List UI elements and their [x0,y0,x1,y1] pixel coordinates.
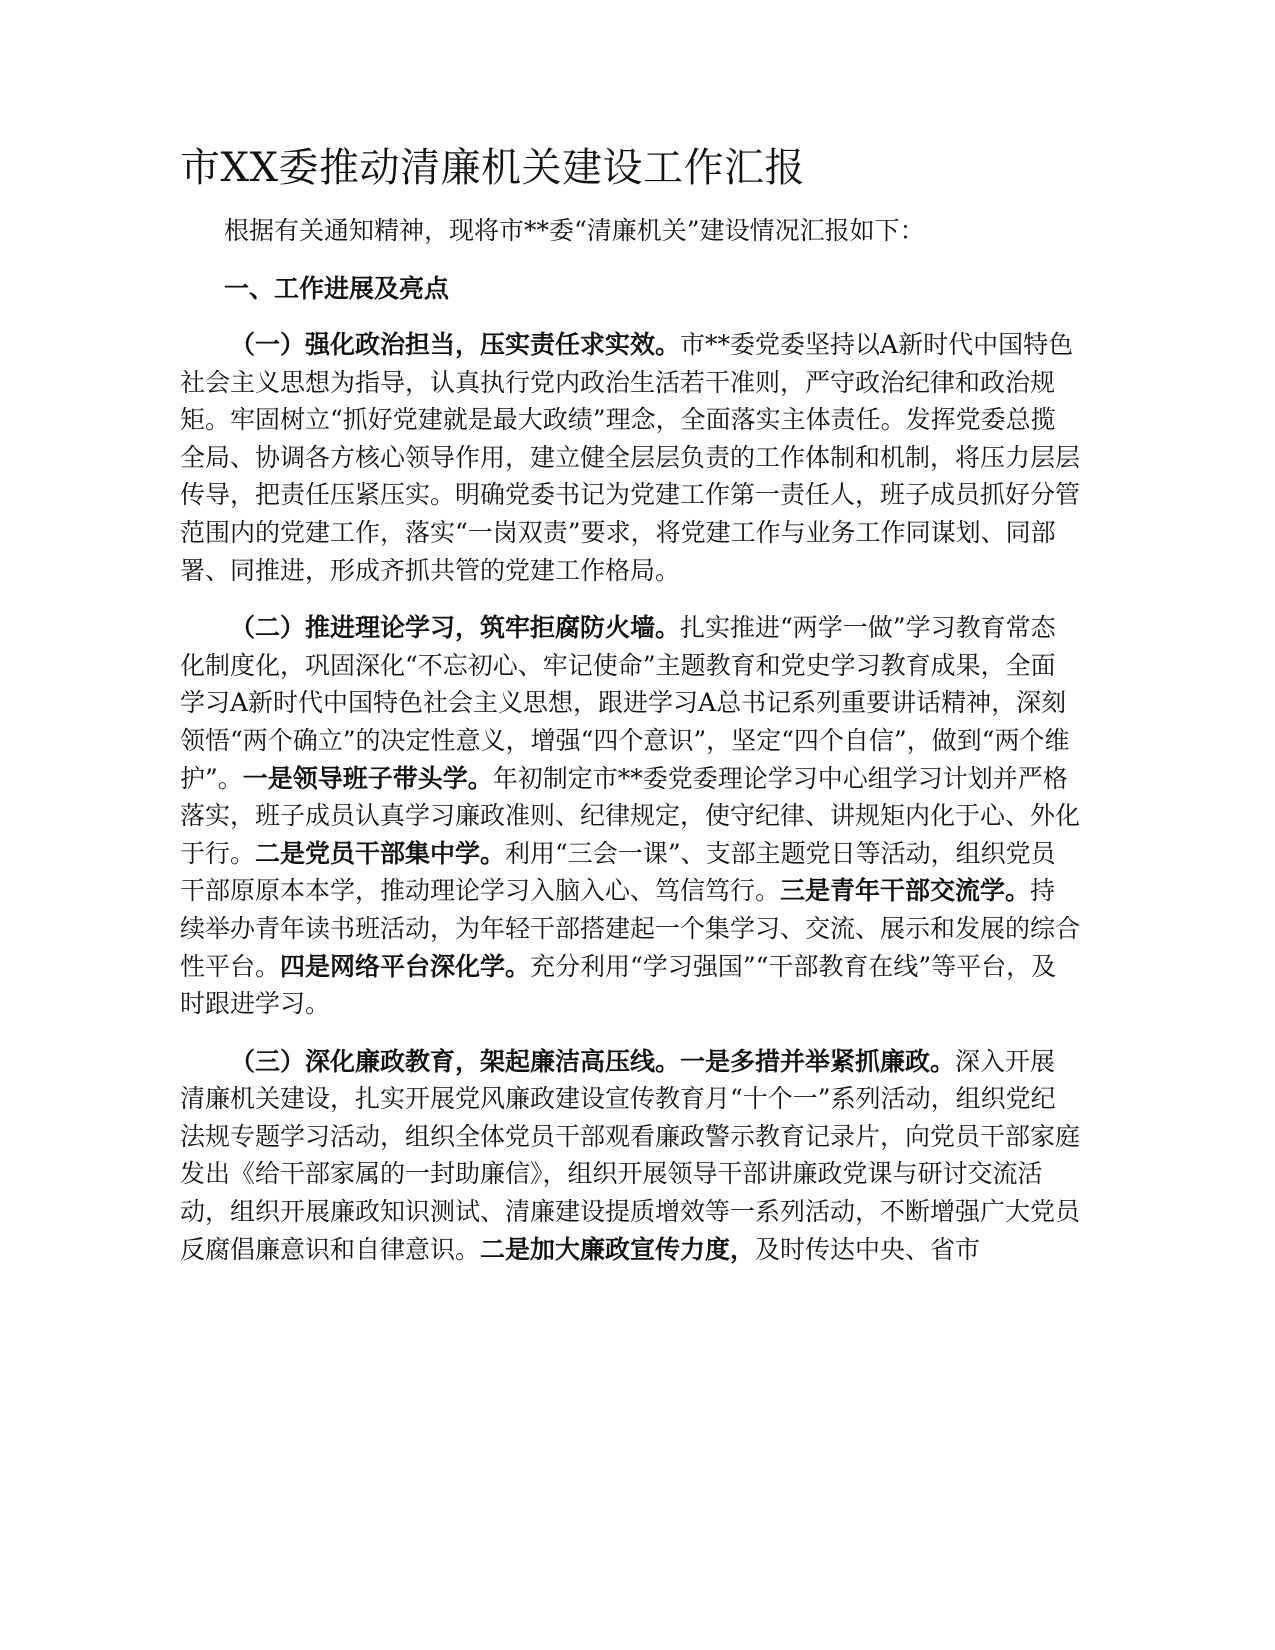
document-page [180,138,1080,1288]
paragraph-3-run-3: 二是加大廉政宣传力度， [480,1234,756,1264]
paragraph-1 [180,326,1080,589]
paragraph-2-run-4: 年初制定市**委党委理论学习中心组学习计划并严格落实，班子成员认真学习廉政准则、纪律规定，使守纪律、讲规矩内化于心、外化于行。 [180,763,1081,868]
intro-paragraph: 根据有关通知精神，现将市**委“清廉机关”建设情况汇报如下： [224,216,925,245]
document-title: 市XX委推动清廉机关建设工作汇报 [180,145,805,191]
paragraph-2-run-9: 四是网络平台深化学。 [280,951,531,981]
section-heading: 一、工作进展及亮点 [224,274,450,303]
paragraph-2-run-5: 二是党员干部集中学。 [255,838,506,868]
paragraph-2-run-10: 充分利用“学习强国”“干部教育在线”等平台，及时跟进学习。 [180,951,1057,1019]
paragraph-2 [180,609,1080,1023]
paragraph-3-run-2: 深入开展清廉机关建设，扎实开展党风廉政建设宣传教育月“十个一”系列活动，组织党纪法规专题学习活动，组织全体党员干部观看廉政警示教育记录片，向党员干部家庭发出《给干部家属的一封助廉信》，组织开展领导干部讲廉政党课与研讨交流活动，组织开展廉政知识测试、清廉建设提质增效等一系列活动，不断增强广大党员反腐倡廉意识和自律意识。 [180,1046,1081,1264]
paragraph-1-run-1: （一）强化政治担当，压实责任求实效。 [230,330,681,359]
paragraph-3-run-1: （三）深化廉政教育，架起廉洁高压线。一是多措并举紧抓廉政。 [230,1046,956,1076]
paragraph-3 [180,1043,1080,1269]
paragraph-2-run-1: （二）推进理论学习，筑牢拒腐防火墙。 [230,613,681,643]
paragraph-1-run-2: 市**委党委坚持以A新时代中国特色社会主义思想为指导，认真执行党内政治生活若干准则，严守政治纪律和政治规矩。牢固树立“抓好党建就是最大政绩”理念，全面落实主体责任。发挥党委总揽全局、协调各方核心领导作用，建立健全层层负责的工作体制和机制，将压力层层传导，把责任压紧压实。明确党委书记为党建工作第一责任人，班子成员抓好分管范围内的党建工作，落实“一岗双责”要求，将党建工作与业务工作同谋划、同部署、同推进，形成齐抓共管的党建工作格局。 [180,330,1081,585]
paragraph-3-run-4: 及时传达中央、省市 [755,1234,981,1264]
paragraph-2-run-7: 三是青年干部交流学。 [780,876,1031,906]
paragraph-2-run-2: 扎实推进“两学一做”学习教育常态化制度化，巩固深化“不忘初心、牢记使命”主题教育和党史学习教育成果，全面学习A新时代中国特色社会主义思想，跟进学习A总书记系列重要讲话精神，深刻领悟“两个确立”的决定性意义，增强“四个意识”，坚定“四个自信”，做到“两个维护”。 [180,613,1070,793]
paragraph-2-run-6: 利用“三会一课”、支部主题党日等活动，组织党员干部原原本本学，推动理论学习入脑入心、笃信笃行。 [180,838,1056,906]
paragraph-2-run-8: 持续举办青年读书班活动，为年轻干部搭建起一个集学习、交流、展示和发展的综合性平台。 [180,876,1081,981]
paragraph-2-run-3: 一是领导班子带头学。 [242,763,493,793]
